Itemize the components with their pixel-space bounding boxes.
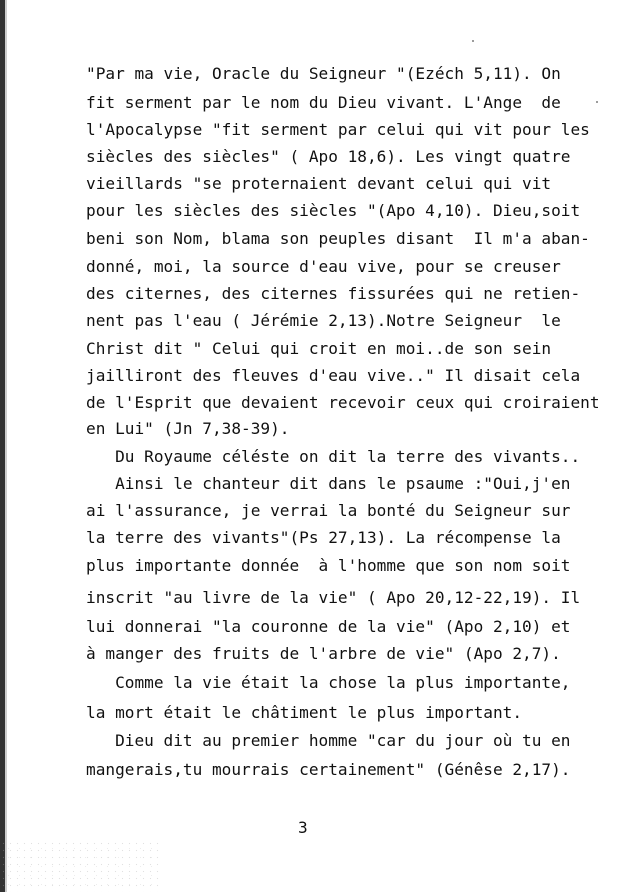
text-line: beni son Nom, blama son peuples disant Il m'a aban- (86, 229, 590, 248)
text-line: de l'Esprit que devaient recevoir ceux qui croiraient (86, 393, 600, 412)
text-line: "Par ma vie, Oracle du Seigneur "(Ezéch 5,11). On (86, 64, 561, 83)
text-line: donné, moi, la source d'eau vive, pour se creuser (86, 257, 561, 276)
text-line: des citernes, des citernes fissurées qui ne retien- (86, 284, 581, 303)
text-line: la terre des vivants"(Ps 27,13). La récompense la (86, 528, 561, 547)
text-line: Dieu dit au premier homme "car du jour où tu en (86, 731, 571, 750)
text-line: plus importante donnée à l'homme que son nom soit (86, 556, 571, 575)
text-line: vieillards "se proternaient devant celui qui vit (86, 174, 552, 193)
page-number: 3 (298, 818, 308, 837)
text-line: à manger des fruits de l'arbre de vie" (Apo 2,7). (86, 644, 561, 663)
text-line: mangerais,tu mourrais certainement" (Génêse 2,17). (86, 760, 571, 779)
text-line: l'Apocalypse "fit serment par celui qui vit pour les (86, 120, 590, 139)
text-line: en Lui" (Jn 7,38-39). (86, 419, 290, 438)
text-line: inscrit "au livre de la vie" ( Apo 20,12-22,19). Il (86, 588, 581, 607)
text-line: lui donnerai "la couronne de la vie" (Apo 2,10) et (86, 617, 571, 636)
text-line: jailliront des fleuves d'eau vive.." Il disait cela (86, 366, 581, 385)
text-line: Du Royaume céléste on dit la terre des vivants.. (86, 447, 581, 466)
text-line: siècles des siècles" ( Apo 18,6). Les vingt quatre (86, 147, 571, 166)
text-line: fit serment par le nom du Dieu vivant. L'Ange de (86, 93, 561, 112)
text-line: pour les siècles des siècles "(Apo 4,10). Dieu,soit (86, 201, 581, 220)
text-line: nent pas l'eau ( Jérémie 2,13).Notre Seigneur le (86, 311, 561, 330)
text-line: la mort était le châtiment le plus important. (86, 703, 523, 722)
text-line: Comme la vie était la chose la plus importante, (86, 673, 571, 692)
text-line: Christ dit " Celui qui croit en moi..de son sein (86, 339, 552, 358)
text-line: ai l'assurance, je verrai la bonté du Seigneur sur (86, 501, 571, 520)
text-line: Ainsi le chanteur dit dans le psaume :"Oui,j'en (86, 474, 571, 493)
